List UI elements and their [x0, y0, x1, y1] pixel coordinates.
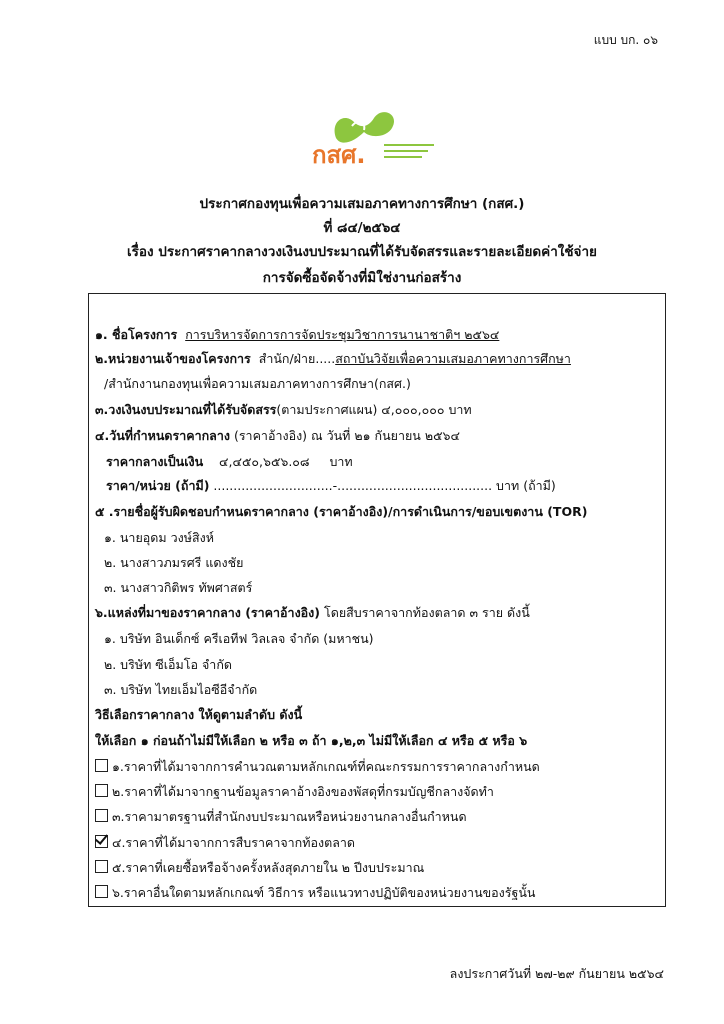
checkbox-option-1[interactable] — [95, 759, 108, 772]
svg-text:กสศ.: กสศ. — [312, 141, 366, 166]
source-item: ๒. บริษัท ซีเอ็มโอ จำกัด — [104, 657, 233, 672]
source-value: โดยสืบราคาจากท้องตลาด ๓ ราย ดังนี้ — [323, 605, 530, 620]
checkbox-option-6[interactable] — [95, 885, 108, 898]
source-row — [95, 605, 530, 621]
date-value: (ราคาอ้างอิง) ณ วันที่ ๒๑ กันยายน ๒๕๖๔ — [233, 428, 460, 443]
option-label: ๕.ราคาที่เคยซื้อหรือจ้างครั้งหลังสุดภายใน ๒ ปีงบประมาณ — [112, 860, 425, 875]
committee-label: ๕ .รายชื่อผู้รับผิดชอบกำหนดราคากลาง (ราคาอ้างอิง)/การดำเนินการ/ขอบเขตงาน (TOR) — [95, 504, 588, 519]
option-label: ๒.ราคาที่ได้มาจากฐานข้อมูลราคาอ้างอิงของพัสดุที่กรมบัญชีกลางจัดทำ — [112, 784, 494, 799]
checkbox-option-3[interactable] — [95, 809, 108, 822]
budget-label: ๓.วงเงินงบประมาณที่ได้รับจัดสรร — [95, 402, 277, 417]
option-3[interactable] — [95, 809, 467, 825]
option-4[interactable] — [95, 835, 355, 851]
median-value: ๔,๔๕๐,๖๕๖.๐๘ — [219, 454, 310, 469]
organization-logo — [308, 108, 438, 166]
committee-member: ๑. นายอุดม วงษ์สิงห์ — [104, 530, 214, 545]
unit-price-row — [106, 478, 556, 494]
checkbox-option-2[interactable] — [95, 784, 108, 797]
option-6[interactable] — [95, 885, 535, 901]
agency-dots: ..... — [315, 351, 336, 366]
committee-member: ๒. นางสาวภมรศรี แดงชัย — [104, 555, 244, 570]
date-label: ๔.วันที่กำหนดราคากลาง — [95, 428, 230, 443]
agency-row — [95, 351, 571, 367]
agency-prefix: สำนัก/ฝ่าย — [258, 351, 316, 366]
option-label: ๑.ราคาที่ได้มาจากการคำนวณตามหลักเกณฑ์ที่คณะกรรมการราคากลางกำหนด — [112, 759, 540, 774]
committee-member: ๓. นางสาวกิติพร ทัพศาสตร์ — [104, 580, 253, 595]
method-title: วิธีเลือกราคากลาง ให้ดูตามลำดับ ดังนี้ — [95, 707, 303, 722]
announcement-subject: เรื่อง ประกาศราคากลางวงเงินงบประมาณที่ได้รับจัดสรรและรายละเอียดค่าใช้จ่าย — [127, 244, 597, 260]
median-label: ราคากลางเป็นเงิน — [106, 454, 204, 469]
unit-price-label: ราคา/หน่วย (ถ้ามี) — [106, 478, 210, 493]
form-code: แบบ บก. ๐๖ — [593, 33, 658, 47]
agency-line2: /สำนักงานกองทุนเพื่อความเสมอภาคทางการศึกษา(กสศ.) — [104, 376, 411, 391]
budget-value: (ตามประกาศแผน) ๔,๐๐๐,๐๐๐ บาท — [276, 402, 472, 417]
option-1[interactable] — [95, 759, 540, 775]
agency-label: ๒.หน่วยงานเจ้าของโครงการ — [95, 351, 251, 366]
project-label: ๑. ชื่อโครงการ — [95, 327, 178, 342]
date-row — [95, 428, 460, 444]
option-label: ๓.ราคามาตรฐานที่สำนักงบประมาณหรือหน่วยงานกลางอื่นกำหนด — [112, 809, 467, 824]
option-5[interactable] — [95, 860, 424, 876]
project-value: การบริหารจัดการการจัดประชุมวิชาการนานาชาติฯ ๒๕๖๔ — [185, 327, 500, 342]
median-unit: บาท — [329, 454, 353, 469]
median-row — [106, 454, 353, 470]
option-label: ๔.ราคาที่ได้มาจากการสืบราคาจากท้องตลาด — [112, 835, 356, 850]
method-instruction: ให้เลือก ๑ ก่อนถ้าไม่มีให้เลือก ๒ หรือ ๓ ถ้า ๑,๒,๓ ไม่มีให้เลือก ๔ หรือ ๕ หรือ ๖ — [95, 733, 528, 748]
announcement-subject-line2: การจัดซื้อจัดจ้างที่มิใช่งานก่อสร้าง — [262, 270, 462, 286]
project-row — [95, 327, 499, 343]
checkbox-option-4[interactable] — [95, 835, 108, 848]
agency-value: สถาบันวิจัยเพื่อความเสมอภาคทางการศึกษา — [335, 351, 571, 366]
announce-date: ลงประกาศวันที่ ๒๗-๒๙ กันยายน ๒๕๖๔ — [449, 966, 664, 981]
budget-row — [95, 402, 472, 418]
option-2[interactable] — [95, 784, 494, 800]
announcement-title: ประกาศกองทุนเพื่อความเสมอภาคทางการศึกษา (กสศ.) — [199, 196, 525, 212]
checkbox-option-5[interactable] — [95, 860, 108, 873]
source-label: ๖.แหล่งที่มาของราคากลาง (ราคาอ้างอิง) — [95, 605, 320, 620]
option-label: ๖.ราคาอื่นใดตามหลักเกณฑ์ วิธีการ หรือแนวทางปฏิบัติของหน่วยงานของรัฐนั้น — [112, 885, 536, 900]
announcement-number: ที่ ๘๔/๒๕๖๔ — [323, 220, 401, 236]
source-item: ๑. บริษัท อินเด็กซ์ ครีเอทีฟ วิลเลจ จำกัด (มหาชน) — [104, 631, 374, 646]
source-item: ๓. บริษัท ไทยเอ็มไอซีอีจำกัด — [104, 682, 258, 697]
unit-price-value: ..............................-....................................... บาท (ถ้ามี) — [213, 478, 556, 493]
